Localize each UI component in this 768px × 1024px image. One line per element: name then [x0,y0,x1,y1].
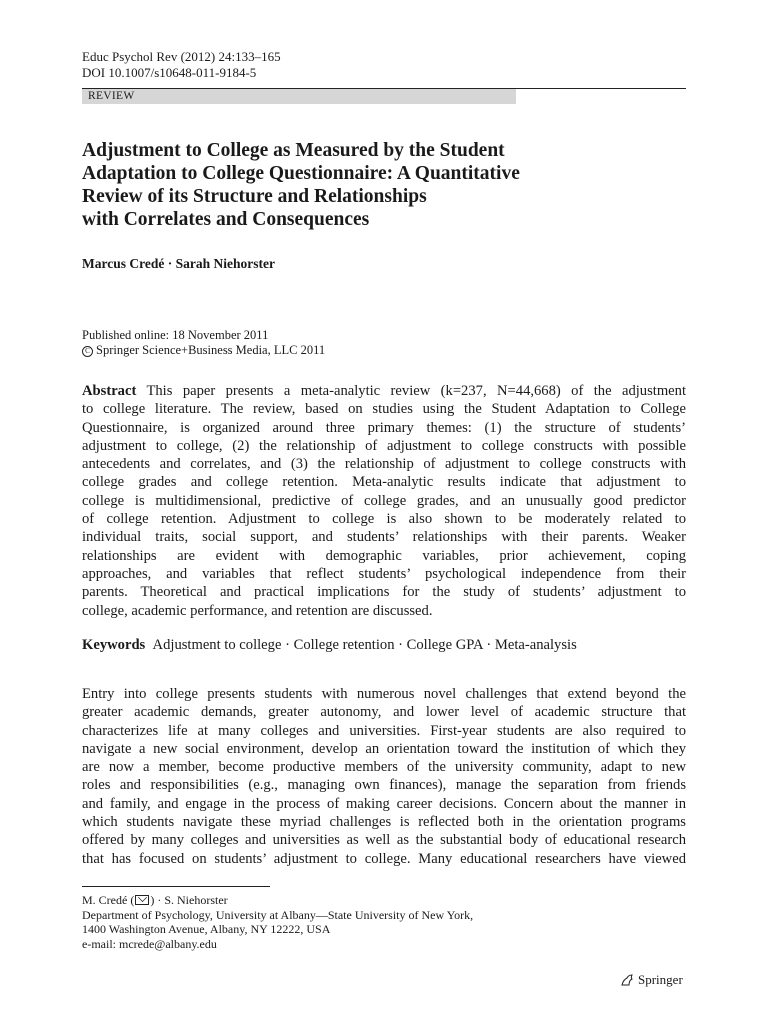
body-line: offered by many colleges and universities as well as the substantial body of educational research [82,832,686,849]
copyright-text: Springer Science+Business Media, LLC 2011 [96,343,326,357]
publisher-name: Springer [638,972,683,987]
title-line: Adjustment to College as Measured by the Student [82,140,505,161]
springer-horse-icon [620,973,634,987]
body-line: which students navigate these myriad challenges is reflected both in the orientation programs [82,814,686,831]
footnote-address: 1400 Washington Avenue, Albany, NY 12222, USA [82,922,331,937]
body-line: that has focused on students’ adjustment to college. Many educational researchers have viewed [82,850,686,867]
abstract-text: This paper presents a meta-analytic review (k=237, N=44,668) of the adjustment [146,383,687,399]
body-line: and family, and engage in the process of making career decisions. Concern about the manner in [82,795,686,812]
abstract [82,382,686,620]
abstract-line: to college literature. The review, based on studies using the Student Adaptation to College [82,401,686,418]
abstract-line: individual traits, social support, and students’ relationships with their parents. Weaker [82,529,686,546]
copyright-icon: C [82,346,93,357]
abstract-heading: Abstract [82,383,137,399]
body-line: Entry into college presents students with numerous novel challenges that extend beyond the [82,686,686,702]
footnote-author1: M. Credé ( [82,893,135,907]
abstract-line: adjustment to college, (2) the relationship of adjustment to college constructs with possible [82,437,686,454]
footnote-email[interactable]: e-mail: mcrede@albany.edu [82,936,217,951]
abstract-line: college is multidimensional, predictive of college grades, and an unusually good predictor [82,492,686,509]
abstract-line: relationships are evident with demographic variables, prior achievement, coping [82,547,686,564]
body-line: greater academic demands, greater autonomy, and lower level of academic structure that [82,704,686,721]
body-line: navigate a new social environment, develop an orientation toward the institution of which they [82,740,686,757]
keywords-text: Adjustment to college · College retention · College GPA · Meta-analysis [152,637,577,653]
abstract-line: of college retention. Adjustment to college is also shown to be moderately related to [82,511,686,528]
copyright-line [82,343,325,358]
footnote-authors [82,893,473,908]
abstract-line: Questionnaire, is organized around three primary themes: (1) the structure of students’ [82,419,686,436]
abstract-line: parents. Theoretical and practical implications for the study of students’ adjustment to [82,584,686,601]
authors: Marcus Credé · Sarah Niehorster [82,256,275,271]
abstract-line [82,382,686,400]
body-line: are now a member, become productive members of the university community, adapt to new [82,759,686,776]
envelope-icon [135,895,149,905]
abstract-line: approaches, and variables that reflect students’ psychological independence from their [82,565,686,582]
journal-header [82,49,281,81]
author-footnote [82,893,473,951]
keywords [82,636,577,654]
body-text [82,685,686,868]
body-line: roles and responsibilities (e.g., managing own finances), manage the separation from friends [82,777,686,794]
title-line: Review of its Structure and Relationships [82,186,427,207]
published-date: Published online: 18 November 2011 [82,328,269,342]
title-line: Adaptation to College Questionnaire: A Quantitative [82,163,520,184]
section-label: REVIEW [82,89,516,104]
publisher-logo [620,972,683,988]
abstract-line: college, academic performance, and retention are discussed. [82,602,433,619]
body-line: characterizes life at many colleges and universities. First-year students are also required to [82,722,686,739]
footnote-rule [82,886,270,887]
abstract-line: antecedents and correlates, and (3) the relationship of adjustment to college constructs with [82,456,686,473]
publication-info [82,328,325,358]
journal-citation: Educ Psychol Rev (2012) 24:133–165 [82,49,281,64]
title-line: with Correlates and Consequences [82,209,370,230]
footnote-department: Department of Psychology, University at Albany—State University of New York, [82,907,474,922]
footnote-author2: ) · S. Niehorster [150,893,228,907]
article-title [82,139,682,231]
abstract-line: college grades and college retention. Meta-analytic results indicate that adjustment to [82,474,686,491]
keywords-heading: Keywords [82,637,146,653]
journal-doi: DOI 10.1007/s10648-011-9184-5 [82,65,257,80]
